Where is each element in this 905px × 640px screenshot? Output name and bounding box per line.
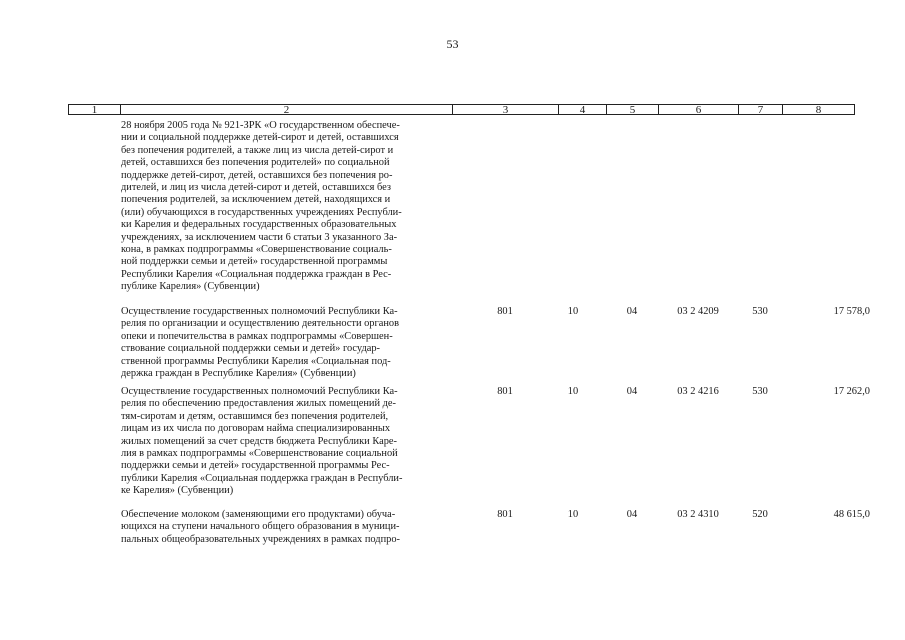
cell-col-4: 10 <box>567 306 579 317</box>
cell-col-6: 03 2 4216 <box>677 386 719 397</box>
table-row <box>0 306 905 386</box>
row-description: Осуществление государственных полномочий Республики Ка- релия по обеспечению предоставления жилых помещений де- тям-сиротам и детям, оставшимся без попечения родителей, лицам из их числа по договорам найма специализированных жилых помещений за счет средств бюджета Республики Каре- лия в рамках подпрограммы «Совершенствование социальной поддержки семьи и детей» государственной программы Рес- публики Карелия «Социальная поддержка граждан в Республи- ке Карелия» (Субвенции) <box>121 386 403 497</box>
header-col-6: 6 <box>659 105 739 114</box>
table-row <box>0 509 905 549</box>
row-description: 28 ноября 2005 года № 921-ЗРК «О государственном обеспече- нии и социальной поддержке детей-сирот и детей, оставшихся без попечения родителей, а также лиц из числа детей-сирот и детей, оставшихся без попечения родителей» по социальной поддержке детей-сирот, детей, оставшихся без попечения ро- дителей, и лиц из числа детей-сирот и детей, оставшихся без попечения родителей, за исключением детей, находящихся и (или) обучающихся в государственных учреждениях Республи- ки Карелия и федеральных государственных образовательных учреждениях, за исключением части 6 статьи 3 указанного За- кона, в рамках подпрограммы «Совершенствование социаль- ной поддержки семьи и детей» государственной программы Республики Карелия «Социальная поддержка граждан в Рес- публике Карелия» (Субвенции) <box>121 120 402 293</box>
cell-col-8: 48 615,0 <box>833 509 870 520</box>
cell-col-4: 10 <box>567 386 579 397</box>
cell-col-8: 17 578,0 <box>833 306 870 317</box>
cell-col-4: 10 <box>567 509 579 520</box>
row-description: Осуществление государственных полномочий Республики Ка- релия по организации и осуществлению деятельности органов опеки и попечительства в рамках подпрограммы «Совершен- ствование социальной поддержки семьи и детей» государ- ственной программы Республики Карелия «Социальная под- держка граждан в Республике Карелия» (Субвенции) <box>121 306 400 380</box>
header-col-2: 2 <box>121 105 453 114</box>
header-col-1: 1 <box>69 105 121 114</box>
cell-col-8: 17 262,0 <box>833 386 870 397</box>
cell-col-6: 03 2 4209 <box>677 306 719 317</box>
header-col-5: 5 <box>607 105 659 114</box>
table-body <box>0 120 905 549</box>
row-description: Обеспечение молоком (заменяющими его продуктами) обуча- ющихся на ступени начального общего образования в муници- пальных общеобразовательных учреждениях в рамках подпро- <box>121 509 401 545</box>
cell-col-7: 520 <box>752 509 768 520</box>
header-col-3: 3 <box>453 105 559 114</box>
cell-col-5: 04 <box>626 306 638 317</box>
header-col-7: 7 <box>739 105 783 114</box>
cell-col-7: 530 <box>752 386 768 397</box>
header-col-8: 8 <box>815 104 822 116</box>
cell-col-3: 801 <box>497 306 513 317</box>
page-number: 53 <box>446 37 459 51</box>
table-header-row <box>68 104 855 115</box>
cell-col-3: 801 <box>497 509 513 520</box>
cell-col-3: 801 <box>497 386 513 397</box>
cell-col-7: 530 <box>752 306 768 317</box>
header-col-4: 4 <box>559 105 607 114</box>
cell-col-5: 04 <box>626 509 638 520</box>
table-row <box>0 120 905 306</box>
table-row <box>0 386 905 509</box>
cell-col-6: 03 2 4310 <box>677 509 719 520</box>
cell-col-5: 04 <box>626 386 638 397</box>
